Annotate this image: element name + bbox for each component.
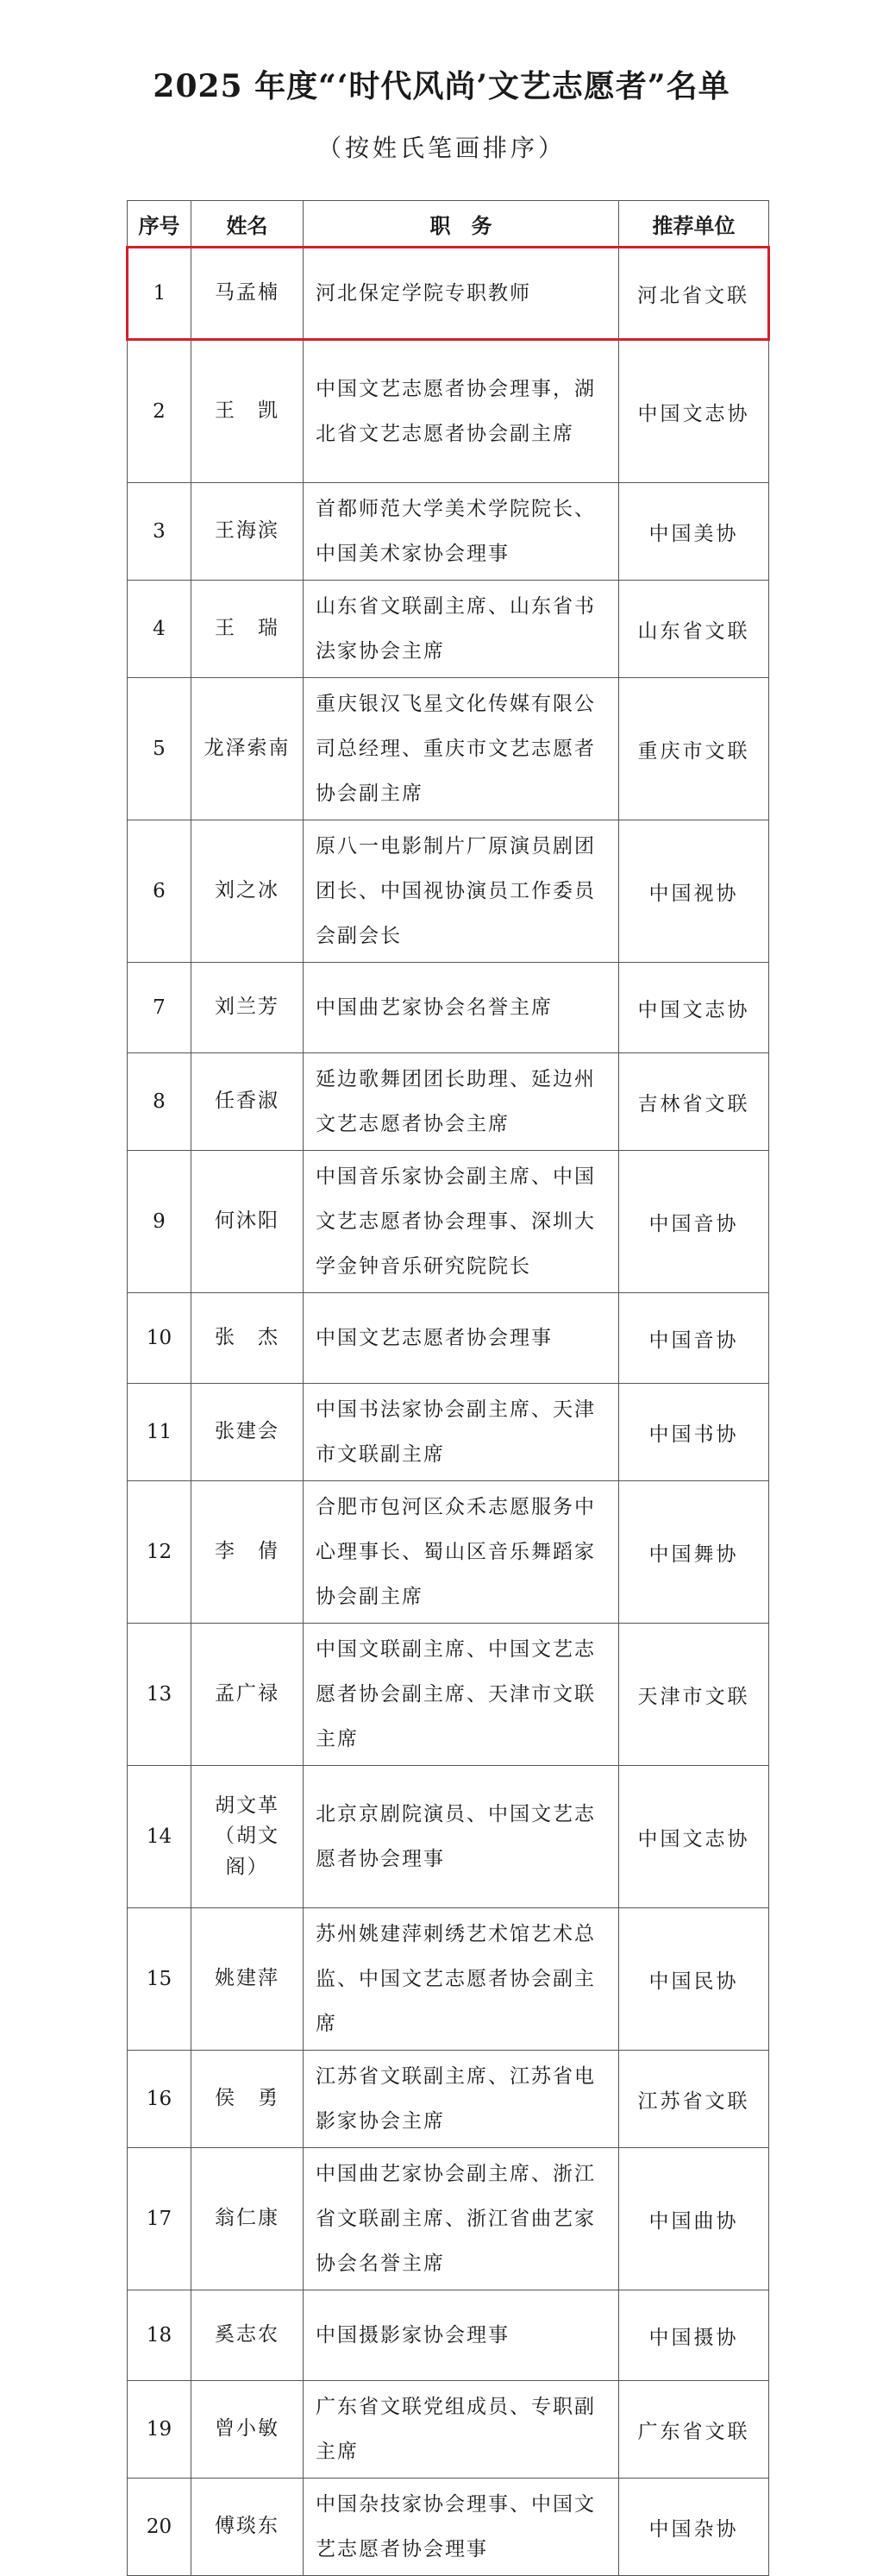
row-name: 孟广禄 <box>191 1624 304 1766</box>
row-position: 中国摄影家协会理事 <box>304 2290 619 2381</box>
row-position: 中国书法家协会副主席、天津市文联副主席 <box>304 1384 619 1481</box>
row-unit: 中国文志协 <box>619 340 769 483</box>
header-index: 序号 <box>128 201 191 248</box>
row-position: 中国曲艺家协会名誉主席 <box>304 963 619 1053</box>
header-name: 姓名 <box>191 201 304 248</box>
row-position: 中国音乐家协会副主席、中国文艺志愿者协会理事、深圳大学金钟音乐研究院院长 <box>304 1151 619 1293</box>
row-index: 17 <box>128 2148 191 2290</box>
table-row <box>128 1624 769 1766</box>
row-index: 4 <box>128 581 191 678</box>
row-index: 18 <box>128 2290 191 2381</box>
table-row <box>128 2381 769 2479</box>
row-position: 中国文联副主席、中国文艺志愿者协会副主席、天津市文联主席 <box>304 1624 619 1766</box>
table-row <box>128 483 769 581</box>
row-unit: 天津市文联 <box>619 1624 769 1766</box>
row-index: 1 <box>128 248 191 340</box>
table-row <box>128 1151 769 1293</box>
row-name: 翁仁康 <box>191 2148 304 2290</box>
table-row-highlighted <box>128 248 769 340</box>
row-name: 侯 勇 <box>191 2051 304 2148</box>
row-name: 任香淑 <box>191 1053 304 1151</box>
row-unit: 中国民协 <box>619 1908 769 2051</box>
row-position: 中国文艺志愿者协会理事，湖北省文艺志愿者协会副主席 <box>304 340 619 483</box>
table-row <box>128 2148 769 2290</box>
row-index: 19 <box>128 2381 191 2479</box>
row-name: 王 瑞 <box>191 581 304 678</box>
row-unit: 中国音协 <box>619 1151 769 1293</box>
row-unit: 中国文志协 <box>619 1766 769 1908</box>
row-position: 苏州姚建萍刺绣艺术馆艺术总监、中国文艺志愿者协会副主席 <box>304 1908 619 2051</box>
table-header-row <box>128 201 769 248</box>
table-row <box>128 2051 769 2148</box>
row-unit: 山东省文联 <box>619 581 769 678</box>
row-unit: 中国美协 <box>619 483 769 581</box>
row-index: 10 <box>128 1293 191 1384</box>
row-name: 马孟楠 <box>191 248 304 340</box>
row-unit: 中国视协 <box>619 820 769 963</box>
row-name: 胡文革（胡文阁） <box>191 1766 304 1908</box>
row-position: 中国杂技家协会理事、中国文艺志愿者协会理事 <box>304 2479 619 2576</box>
table-row <box>128 963 769 1053</box>
row-name: 王海滨 <box>191 483 304 581</box>
row-index: 11 <box>128 1384 191 1481</box>
row-name: 姚建萍 <box>191 1908 304 2051</box>
table-row <box>128 2479 769 2576</box>
row-position: 首都师范大学美术学院院长、中国美术家协会理事 <box>304 483 619 581</box>
table-row <box>128 2290 769 2381</box>
row-position: 重庆银汉飞星文化传媒有限公司总经理、重庆市文艺志愿者协会副主席 <box>304 678 619 820</box>
row-position: 山东省文联副主席、山东省书法家协会主席 <box>304 581 619 678</box>
row-unit: 江苏省文联 <box>619 2051 769 2148</box>
volunteer-roster-table <box>126 200 770 2576</box>
row-position: 中国文艺志愿者协会理事 <box>304 1293 619 1384</box>
row-position: 原八一电影制片厂原演员剧团团长、中国视协演员工作委员会副会长 <box>304 820 619 963</box>
row-index: 7 <box>128 963 191 1053</box>
table-row <box>128 1908 769 2051</box>
row-unit: 河北省文联 <box>619 248 769 340</box>
document-subtitle: （按姓氏笔画排序） <box>316 134 566 162</box>
header-unit: 推荐单位 <box>619 201 769 248</box>
row-position: 北京京剧院演员、中国文艺志愿者协会理事 <box>304 1766 619 1908</box>
row-index: 16 <box>128 2051 191 2148</box>
row-unit: 广东省文联 <box>619 2381 769 2479</box>
table-row <box>128 1053 769 1151</box>
row-position: 广东省文联党组成员、专职副主席 <box>304 2381 619 2479</box>
header-position: 职 务 <box>304 201 619 248</box>
row-name: 刘兰芳 <box>191 963 304 1053</box>
row-name: 刘之冰 <box>191 820 304 963</box>
table-row <box>128 1766 769 1908</box>
table-row <box>128 340 769 483</box>
row-position: 中国曲艺家协会副主席、浙江省文联副主席、浙江省曲艺家协会名誉主席 <box>304 2148 619 2290</box>
table-row <box>128 1384 769 1481</box>
row-name: 龙泽索南 <box>191 678 304 820</box>
row-name: 傅琰东 <box>191 2479 304 2576</box>
row-index: 14 <box>128 1766 191 1908</box>
row-unit: 中国摄协 <box>619 2290 769 2381</box>
row-index: 2 <box>128 340 191 483</box>
document-title: 2025 年度“‘时代风尚’文艺志愿者”名单 <box>153 68 730 104</box>
row-unit: 重庆市文联 <box>619 678 769 820</box>
row-name: 张 杰 <box>191 1293 304 1384</box>
row-unit: 中国书协 <box>619 1384 769 1481</box>
table-row <box>128 1481 769 1624</box>
row-unit: 中国杂协 <box>619 2479 769 2576</box>
row-index: 15 <box>128 1908 191 2051</box>
row-unit: 吉林省文联 <box>619 1053 769 1151</box>
row-name: 奚志农 <box>191 2290 304 2381</box>
row-position: 合肥市包河区众禾志愿服务中心理事长、蜀山区音乐舞蹈家协会副主席 <box>304 1481 619 1624</box>
table-body <box>128 248 769 2576</box>
row-index: 12 <box>128 1481 191 1624</box>
row-name: 曾小敏 <box>191 2381 304 2479</box>
row-unit: 中国音协 <box>619 1293 769 1384</box>
row-unit: 中国文志协 <box>619 963 769 1053</box>
row-unit: 中国曲协 <box>619 2148 769 2290</box>
table-row <box>128 678 769 820</box>
row-name: 张建会 <box>191 1384 304 1481</box>
row-unit: 中国舞协 <box>619 1481 769 1624</box>
row-position: 延边歌舞团团长助理、延边州文艺志愿者协会主席 <box>304 1053 619 1151</box>
row-index: 5 <box>128 678 191 820</box>
row-index: 8 <box>128 1053 191 1151</box>
row-name: 何沐阳 <box>191 1151 304 1293</box>
row-position: 河北保定学院专职教师 <box>304 248 619 340</box>
row-index: 20 <box>128 2479 191 2576</box>
table-row <box>128 1293 769 1384</box>
row-index: 6 <box>128 820 191 963</box>
row-index: 13 <box>128 1624 191 1766</box>
table-row <box>128 820 769 963</box>
row-name: 李 倩 <box>191 1481 304 1624</box>
row-position: 江苏省文联副主席、江苏省电影家协会主席 <box>304 2051 619 2148</box>
row-index: 9 <box>128 1151 191 1293</box>
table-row <box>128 581 769 678</box>
row-index: 3 <box>128 483 191 581</box>
row-name: 王 凯 <box>191 340 304 483</box>
